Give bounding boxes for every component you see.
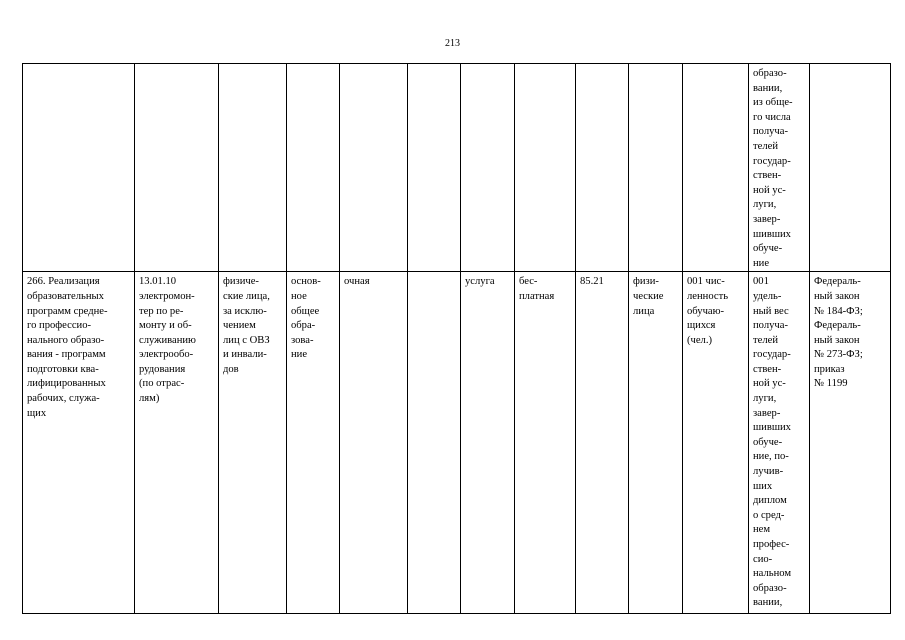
cell-education-level [287, 64, 340, 272]
cell-payment: бес- платная [515, 272, 576, 614]
table-row [23, 64, 891, 272]
cell-legal-basis [810, 64, 891, 272]
cell-consumer-category: физиче- ские лица, за исклю- чением лиц с ОВЗ и инвали- дов [219, 272, 287, 614]
cell-volume-indicator: 001 чис- ленность обучаю- щихся (чел.) [683, 272, 749, 614]
cell-service-type: услуга [461, 272, 515, 614]
cell-quality-indicator: образо- вании, из обще- го числа получа- телей государ- ствен- ной ус- луги, завер- шивших обуче- ние [749, 64, 810, 272]
cell-specialty [135, 64, 219, 272]
cell-payment [515, 64, 576, 272]
table-row [23, 272, 891, 614]
cell-empty [408, 272, 461, 614]
cell-consumer-category [219, 64, 287, 272]
services-registry-table [22, 63, 891, 614]
cell-education-level: основ- ное общее обра- зова- ние [287, 272, 340, 614]
cell-service-name: 266. Реализация образовательных программ средне- го профессио- нального образо- вания - программ подготовки ква- лифицированных рабочих, служа- щих [23, 272, 135, 614]
cell-quality-indicator: 001 удель- ный вес получа- телей государ- ствен- ной ус- луги, завер- шивших обуче- ние, по- лучив- ших диплом о сред- нем профес- сио- нальном образо- вании, [749, 272, 810, 614]
cell-code [576, 64, 629, 272]
cell-study-form [340, 64, 408, 272]
cell-legal-basis: Федераль- ный закон № 184-ФЗ; Федераль- ный закон № 273-ФЗ; приказ № 1199 [810, 272, 891, 614]
cell-empty [408, 64, 461, 272]
cell-service-type [461, 64, 515, 272]
cell-service-name [23, 64, 135, 272]
cell-volume-indicator [683, 64, 749, 272]
page-number: 213 [445, 38, 460, 49]
cell-study-form: очная [340, 272, 408, 614]
cell-specialty: 13.01.10 электромон- тер по ре- монту и об- служиванию электрообо- рудования (по отрас- лям) [135, 272, 219, 614]
cell-consumers [629, 64, 683, 272]
cell-consumers: физи- ческие лица [629, 272, 683, 614]
cell-code: 85.21 [576, 272, 629, 614]
